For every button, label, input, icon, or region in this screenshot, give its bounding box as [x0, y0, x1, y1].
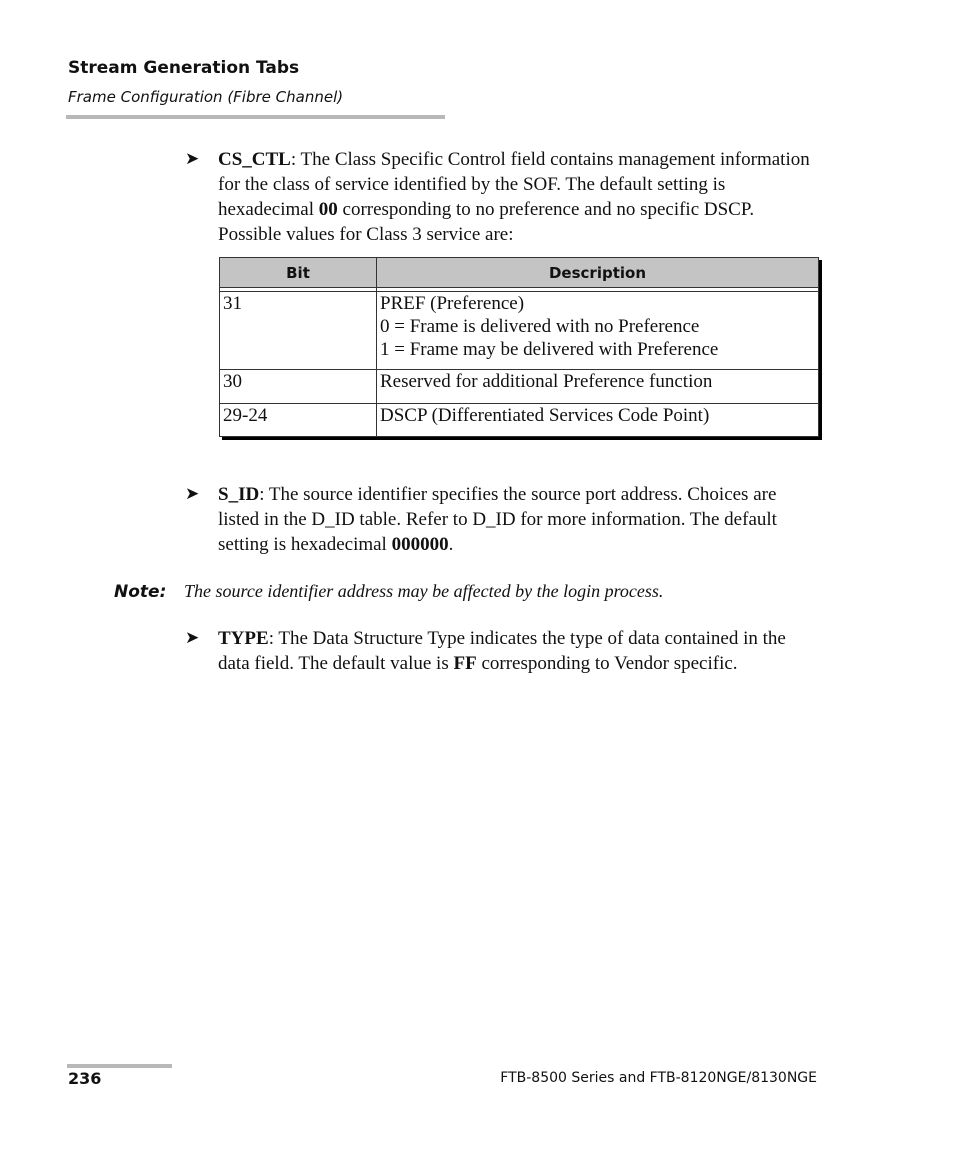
arrow-bullet-icon: ➤ [185, 484, 200, 504]
description-line: 1 = Frame may be delivered with Preference [380, 339, 719, 360]
footer-divider [67, 1064, 172, 1068]
bullet-value: 00 [318, 199, 338, 220]
bullet-body-end: . [448, 534, 454, 555]
description-line: Reserved for additional Preference function [380, 371, 713, 392]
description-cell [377, 404, 819, 437]
description-line: 0 = Frame is delivered with no Preference [380, 316, 700, 337]
bullet-value: FF [453, 653, 477, 674]
section-title: Stream Generation Tabs [68, 58, 300, 78]
bullet-term: TYPE [218, 628, 269, 649]
column-header-description: Description [377, 258, 819, 288]
note [114, 578, 874, 605]
bullet-term: CS_CTL [218, 149, 291, 170]
bullet-value: 000000 [391, 534, 449, 555]
table-row [220, 404, 819, 437]
bit-cell: 30 [220, 370, 377, 404]
arrow-bullet-icon: ➤ [185, 628, 200, 648]
note-text: The source identifier address may be affected by the login process. [184, 581, 664, 601]
page-number: 236 [68, 1069, 102, 1088]
bullet-body: : The Class Specific Control field contains management information for the class of service identified by the SOF. The default setting is hexadecimal [218, 149, 810, 220]
description-line: DSCP (Differentiated Services Code Point) [380, 405, 710, 426]
section-subtitle: Frame Configuration (Fibre Channel) [68, 88, 344, 106]
table-row [220, 292, 819, 370]
bullet-term: S_ID [218, 484, 260, 505]
description-cell [377, 292, 819, 370]
bullet-body-end: corresponding to no preference and no specific DSCP. Possible values for Class 3 service are: [218, 199, 755, 245]
bullet-body-end: corresponding to Vendor specific. [476, 653, 738, 674]
bullet-cs-ctl [185, 147, 815, 247]
table-header-row [220, 258, 819, 288]
note-label: Note: [114, 582, 167, 602]
bullet-text [218, 482, 815, 557]
bullet-s-id [185, 482, 815, 557]
table-row [220, 370, 819, 404]
column-header-bit: Bit [220, 258, 377, 288]
bullet-text [218, 626, 815, 676]
arrow-bullet-icon: ➤ [185, 149, 200, 169]
bullet-body: : The Data Structure Type indicates the type of data contained in the data field. The default value is [218, 628, 786, 674]
class-3-values-table [219, 257, 819, 437]
bit-cell: 29-24 [220, 404, 377, 437]
bullet-type [185, 626, 815, 676]
description-line: PREF (Preference) [380, 293, 525, 314]
bit-cell: 31 [220, 292, 377, 370]
bullet-text [218, 147, 815, 247]
header-divider [66, 115, 445, 119]
product-name: FTB-8500 Series and FTB-8120NGE/8130NGE [500, 1070, 817, 1086]
description-cell [377, 370, 819, 404]
bullet-body: : The source identifier specifies the source port address. Choices are listed in the D_ID table. Refer to D_ID for more information. The default setting is hexadecimal [218, 484, 777, 555]
